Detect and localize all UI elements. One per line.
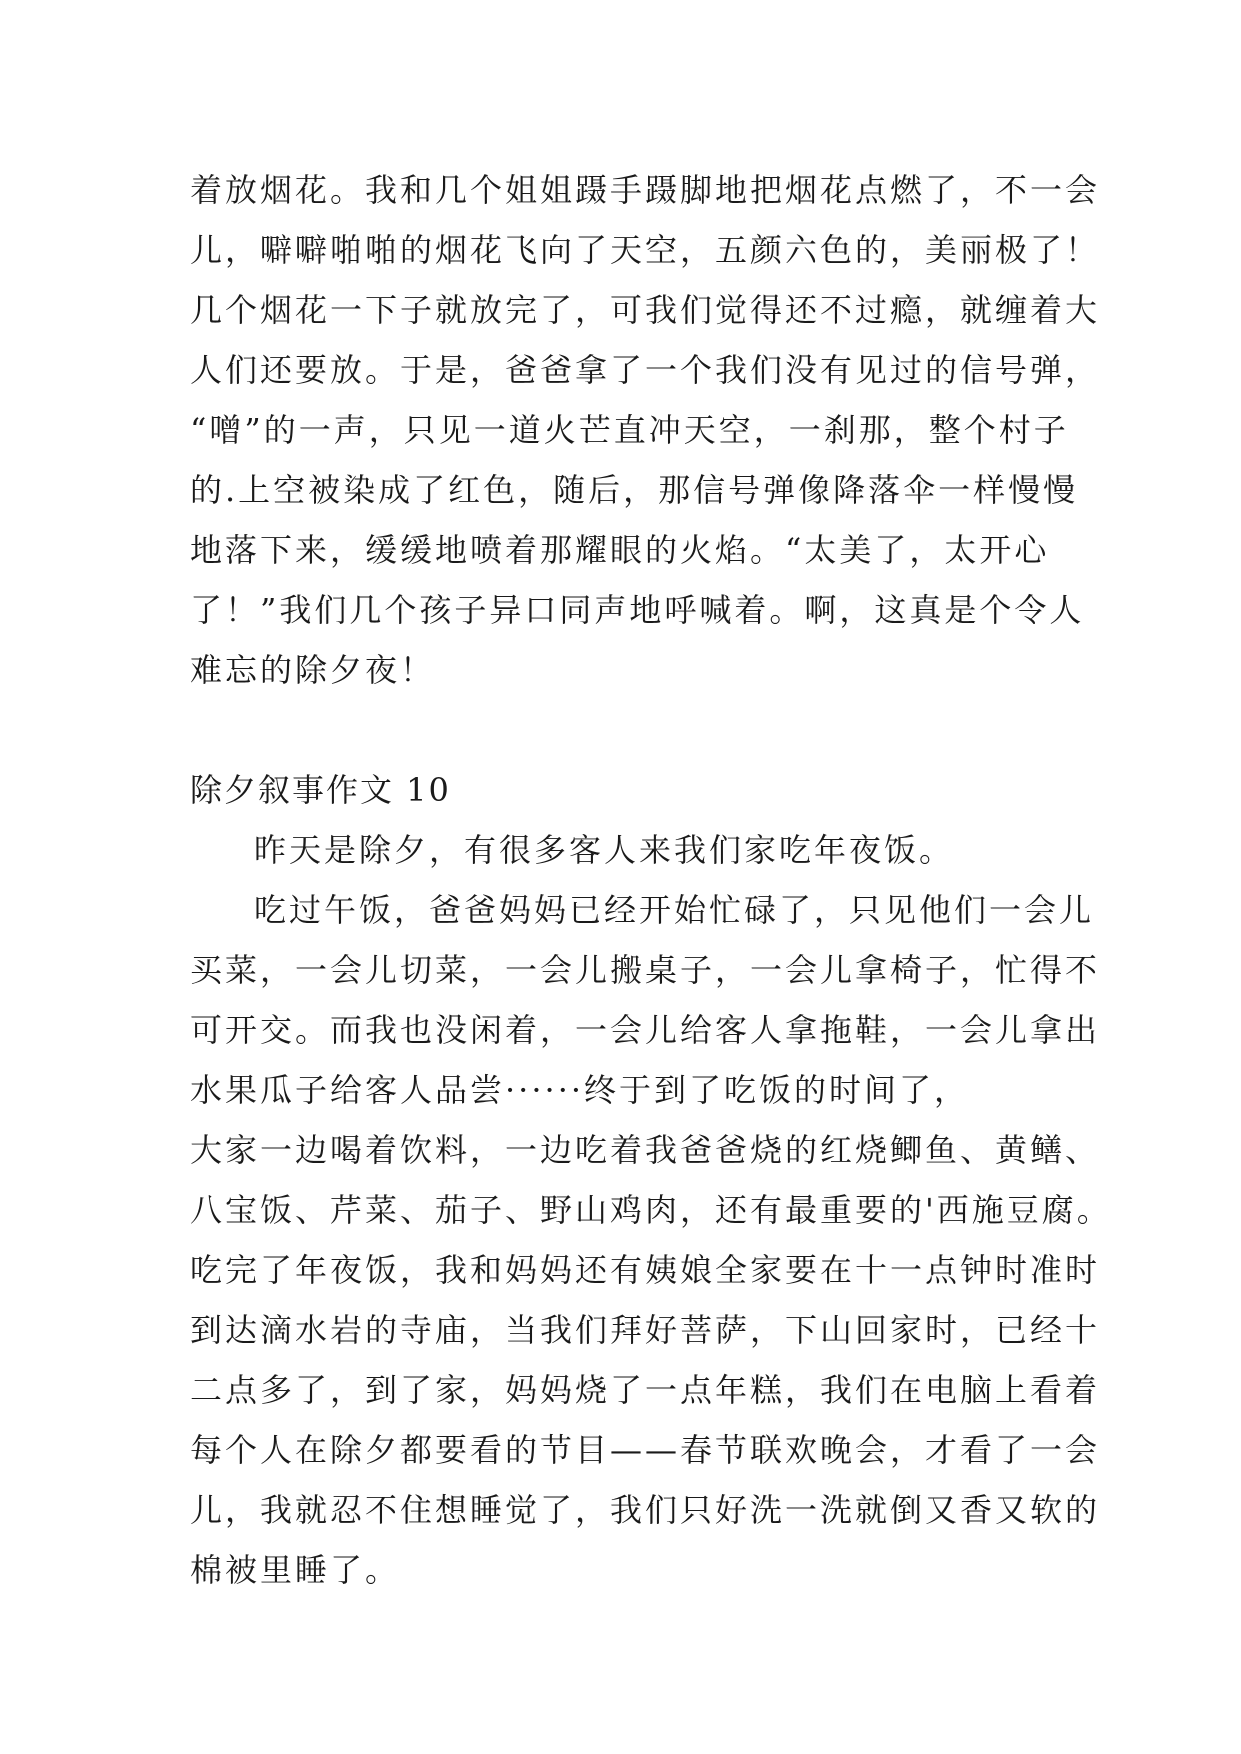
text-line: 可开交。而我也没闲着，一会儿给客人拿拖鞋，一会儿拿出 (190, 1011, 1101, 1049)
text-line: 吃完了年夜饭，我和妈妈还有姨娘全家要在十一点钟时准时 (190, 1251, 1101, 1289)
text-line: 几个烟花一下子就放完了，可我们觉得还不过瘾，就缠着大 (190, 291, 1101, 329)
text-line: 八宝饭、芹菜、茄子、野山鸡肉，还有最重要的'西施豆腐。 (190, 1191, 1112, 1229)
text-line: 的.上空被染成了红色，随后，那信号弹像降落伞一样慢慢 (190, 471, 1079, 509)
essay-title: 除夕叙事作文 10 (190, 771, 451, 809)
text-line: 昨天是除夕，有很多客人来我们家吃年夜饭。 (254, 831, 955, 869)
essay-paragraph-2 (190, 880, 1112, 1600)
section-spacer (190, 700, 1060, 760)
text-line: 地落下来，缓缓地喷着那耀眼的火焰。“太美了，太开心 (190, 531, 1050, 569)
text-line: 儿，我就忍不住想睡觉了，我们只好洗一洗就倒又香又软的 (190, 1491, 1101, 1529)
text-line: 难忘的除夕夜！ (190, 651, 436, 689)
text-line: “噌”的一声，只见一道火芒直冲天空，一刹那，整个村子 (190, 411, 1069, 449)
essay-paragraph-1 (190, 820, 1060, 880)
text-line: 棉被里睡了。 (190, 1551, 401, 1589)
document-page (190, 160, 1112, 1600)
text-line: 吃过午饭，爸爸妈妈已经开始忙碌了，只见他们一会儿 (254, 891, 1095, 929)
text-line: 着放烟花。我和几个姐姐蹑手蹑脚地把烟花点燃了，不一会 (190, 171, 1101, 209)
text-line: 到达滴水岩的寺庙，当我们拜好菩萨，下山回家时，已经十 (190, 1311, 1101, 1349)
text-line: 了！”我们几个孩子异口同声地呼喊着。啊，这真是个令人 (190, 591, 1085, 629)
text-line: 水果瓜子给客人品尝······终于到了吃饭的时间了， (190, 1071, 970, 1109)
text-line: 大家一边喝着饮料，一边吃着我爸爸烧的红烧鲫鱼、黄鳝、 (190, 1131, 1101, 1169)
text-line: 人们还要放。于是，爸爸拿了一个我们没有见过的信号弹， (190, 351, 1101, 389)
text-line: 买菜，一会儿切菜，一会儿搬桌子，一会儿拿椅子，忙得不 (190, 951, 1101, 989)
text-line: 二点多了，到了家，妈妈烧了一点年糕，我们在电脑上看着 (190, 1371, 1101, 1409)
text-line: 儿，噼噼啪啪的烟花飞向了天空，五颜六色的，美丽极了！ (190, 231, 1101, 269)
text-line: 每个人在除夕都要看的节目——春节联欢晚会，才看了一会 (190, 1431, 1101, 1469)
previous-essay-ending (190, 160, 1101, 700)
